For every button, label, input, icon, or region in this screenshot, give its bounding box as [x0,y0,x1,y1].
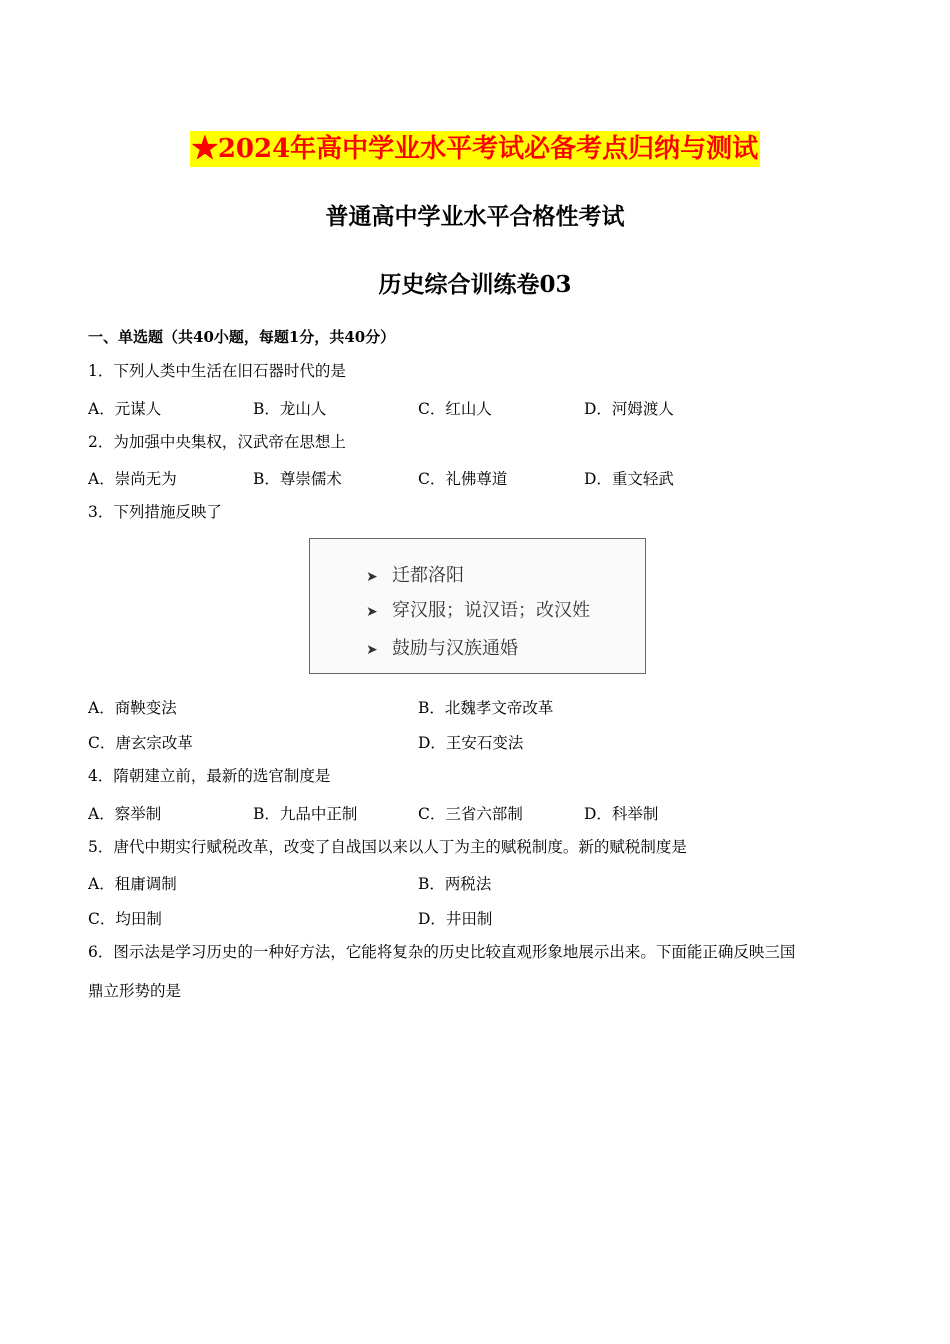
q2-option-d: D．重文轻武 [584,470,674,488]
q4-option-b: B．九品中正制 [253,805,358,823]
q3-option-c: C．唐玄宗改革 [88,734,193,752]
q2-option-b: B．尊崇儒术 [253,470,342,488]
arrow-icon: ➤ [366,604,378,620]
question-3: 3．下列措施反映了 [88,503,222,521]
q4-option-a: A．察举制 [88,805,162,823]
q5-option-d: D．井田制 [418,910,493,928]
document-subtitle: 历史综合训练卷03 [378,271,572,298]
q3-option-b: B．北魏孝文帝改革 [418,699,554,717]
q2-option-a: A．崇尚无为 [88,470,177,488]
q1-option-d: D．河姆渡人 [584,400,674,418]
q4-option-c: C．三省六部制 [418,805,523,823]
figure-item-1: ➤ 迁都洛阳 [366,565,464,586]
arrow-icon: ➤ [366,642,378,658]
q5-option-b: B．两税法 [418,875,492,893]
q1-option-b: B．龙山人 [253,400,327,418]
q1-option-a: A．元谋人 [88,400,162,418]
q2-option-c: C．礼佛尊道 [418,470,508,488]
banner-row [0,131,950,167]
document-title: 普通高中学业水平合格性考试 [325,203,625,230]
question-6-continued: 鼎立形势的是 [88,982,182,1000]
question-4: 4．隋朝建立前，最新的选官制度是 [88,767,331,785]
question-6: 6．图示法是学习历史的一种好方法，它能将复杂的历史比较直观形象地展示出来。下面能正确反映三国 [88,943,796,961]
question-5: 5．唐代中期实行赋税改革，改变了自战国以来以人丁为主的赋税制度。新的赋税制度是 [88,838,687,856]
exam-banner: ★2024年高中学业水平考试必备考点归纳与测试 [190,131,760,167]
q5-option-a: A．租庸调制 [88,875,177,893]
q4-option-d: D．科举制 [584,805,659,823]
question-1: 1．下列人类中生活在旧石器时代的是 [88,362,346,380]
figure-item-3: ➤ 鼓励与汉族通婚 [366,638,518,659]
q1-option-c: C．红山人 [418,400,492,418]
figure-item-2: ➤ 穿汉服；说汉语；改汉姓 [366,600,590,621]
arrow-icon: ➤ [366,569,378,585]
q3-option-d: D．王安石变法 [418,734,524,752]
reform-measures-figure [309,538,646,674]
q3-option-a: A．商鞅变法 [88,699,177,717]
section-heading: 一、单选题（共40小题，每题1分，共40分） [88,328,396,346]
q5-option-c: C．均田制 [88,910,162,928]
question-2: 2．为加强中央集权，汉武帝在思想上 [88,433,346,451]
